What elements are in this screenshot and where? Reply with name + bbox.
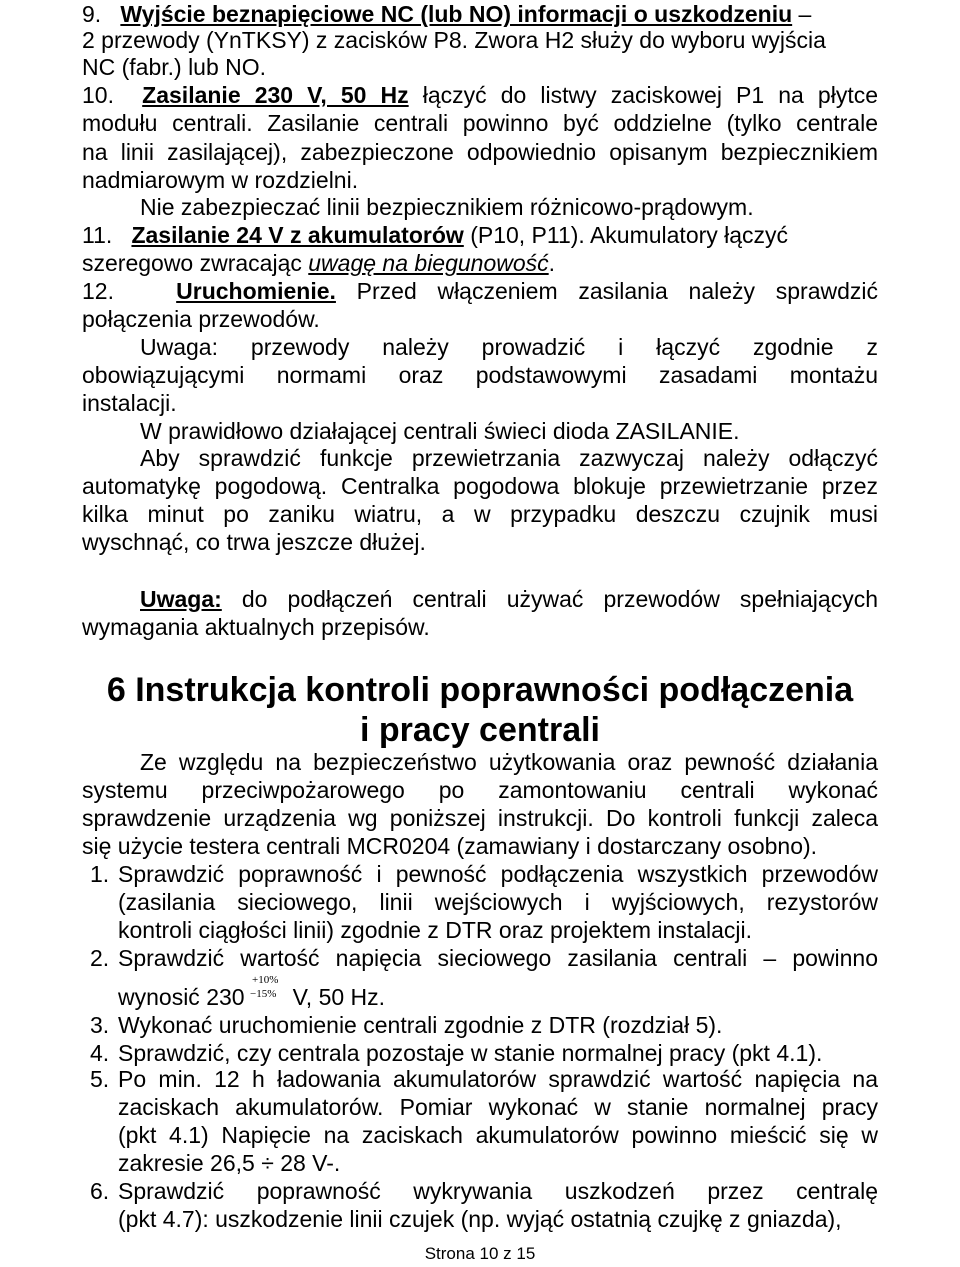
item-9-line-3: NC (fabr.) lub NO.	[82, 54, 267, 80]
item-12-para2-line-3: instalacji.	[82, 390, 177, 416]
item-number: 10.	[82, 82, 114, 108]
step-2-line-1: Sprawdzić wartość napięcia sieciowego zasilania centrali – powinno	[118, 945, 878, 971]
item-text: (P10, P11). Akumulatory łączyć	[470, 222, 789, 248]
item-10-line-5: Nie zabezpieczać linii bezpiecznikiem różnicowo-prądowym.	[140, 194, 754, 220]
item-10-line-4: nadmiarowym w rozdzielni.	[82, 167, 359, 193]
item-12-para4-line-2: automatykę pogodową. Centralka pogodowa blokuje przewietrzanie przez	[82, 473, 878, 499]
item-text: szeregowo zwracając	[82, 250, 309, 276]
step-4-line-1: Sprawdzić, czy centrala pozostaje w stanie normalnej pracy (pkt 4.1).	[118, 1040, 823, 1066]
step-number: 6.	[90, 1178, 110, 1204]
section-heading-line-2: i pracy centrali	[359, 711, 600, 749]
item-text: Przed włączeniem zasilania należy sprawdzić	[356, 278, 879, 304]
item-text: łączyć do listwy zaciskowej P1 na płytce	[422, 82, 878, 108]
step-2-line-2	[118, 983, 878, 1011]
item-9-line-2: 2 przewody (YnTKSY) z zacisków P8. Zwora H2 służy do wyboru wyjścia	[82, 27, 826, 53]
item-10-line-1	[82, 81, 878, 109]
note-text: do podłączeń centrali używać przewodów spełniających	[241, 586, 878, 612]
item-12-para4-line-1: Aby sprawdzić funkcje przewietrzania zazwyczaj należy odłączyć	[140, 445, 878, 471]
intro-line-1: Ze względu na bezpieczeństwo użytkowania oraz pewność działania	[140, 749, 878, 775]
dash: –	[798, 1, 812, 27]
item-12-para2-line-2: obowiązującymi normami oraz podstawowymi zasadami montażu	[82, 362, 878, 388]
section-heading: 6 Instrukcja kontroli poprawności podłączenia	[106, 671, 854, 709]
note-line-2: wymagania aktualnych przepisów.	[82, 614, 430, 640]
item-11-line-2	[82, 249, 878, 277]
polarity-emphasis: uwagę na biegunowość	[308, 250, 549, 276]
step-1-line-3: kontroli ciągłości linii) zgodnie z DTR oraz projektem instalacji.	[118, 917, 753, 943]
step-1-line-2: (zasilania sieciowego, linii wejściowych i wyjściowych, rezystorów	[118, 889, 878, 915]
item-number: 12.	[82, 278, 114, 304]
step-number: 1.	[90, 861, 110, 887]
item-title: Zasilanie 230 V, 50 Hz	[142, 82, 409, 108]
tolerance-plus: +10%	[252, 974, 279, 986]
intro-line-2: systemu przeciwpożarowego po zamontowaniu centrali wykonać	[82, 777, 878, 803]
item-text: .	[548, 250, 556, 276]
item-title: Zasilanie 24 V z akumulatorów	[131, 222, 464, 248]
item-12-para4-line-3: kilka minut po zaniku wiatru, a w przypadku deszczu czujnik musi	[82, 501, 878, 527]
step-6-line-1: Sprawdzić poprawność wykrywania uszkodzeń przez centralę	[118, 1178, 878, 1204]
step-6-line-2: (pkt 4.7): uszkodzenie linii czujek (np. wyjąć ostatnią czujkę z gniazda),	[118, 1206, 842, 1232]
note-label: Uwaga:	[140, 586, 222, 612]
note-line-1	[140, 585, 878, 613]
item-number: 9.	[82, 1, 102, 27]
voltage-unit: V, 50 Hz.	[292, 984, 386, 1010]
item-number: 11.	[82, 222, 113, 248]
item-title: Wyjście beznapięciowe NC (lub NO) informacji o uszkodzeniu	[120, 1, 793, 27]
step-number: 2.	[90, 945, 110, 971]
page-number-footer: Strona 10 z 15	[424, 1244, 536, 1263]
step-3-line-1: Wykonać uruchomienie centrali zgodnie z DTR (rozdział 5).	[118, 1012, 723, 1038]
item-12-para4-line-4: wyschnąć, co trwa jeszcze dłużej.	[82, 529, 426, 555]
item-10-line-3: na linii zasilającej), zabezpieczone odpowiednio opisanym bezpiecznikiem	[82, 139, 878, 165]
step-number: 4.	[90, 1040, 110, 1066]
item-10-line-2: modułu centrali. Zasilanie centrali powinno być oddzielne (tylko centrale	[82, 110, 878, 136]
item-11-line-1	[82, 221, 878, 249]
item-12-para3: W prawidłowo działającej centrali świeci dioda ZASILANIE.	[140, 418, 740, 444]
step-5-line-3: (pkt 4.1) Napięcie na zaciskach akumulatorów powinno mieścić się w	[118, 1122, 878, 1148]
item-12-line-2: połączenia przewodów.	[82, 306, 320, 332]
voltage-value: wynosić 230	[118, 984, 245, 1010]
step-number: 3.	[90, 1012, 110, 1038]
item-12-para2-line-1: Uwaga: przewody należy prowadzić i łączyć zgodnie z	[140, 334, 878, 360]
tolerance-minus: −15%	[250, 988, 277, 1000]
step-5-line-1: Po min. 12 h ładowania akumulatorów sprawdzić wartość napięcia na	[118, 1066, 878, 1092]
item-9-line-1	[82, 0, 878, 28]
step-number: 5.	[90, 1066, 110, 1092]
item-12-line-1	[82, 277, 878, 305]
step-5-line-2: zaciskach akumulatorów. Pomiar wykonać w stanie normalnej pracy	[118, 1094, 878, 1120]
item-title: Uruchomienie.	[176, 278, 336, 304]
intro-line-4: się użycie testera centrali MCR0204 (zamawiany i dostarczany osobno).	[82, 833, 818, 859]
intro-line-3: sprawdzenie urządzenia wg poniższej instrukcji. Do kontroli funkcji zaleca	[82, 805, 878, 831]
step-1-line-1: Sprawdzić poprawność i pewność podłączenia wszystkich przewodów	[118, 861, 878, 887]
step-5-line-4: zakresie 26,5 ÷ 28 V-.	[118, 1150, 341, 1176]
